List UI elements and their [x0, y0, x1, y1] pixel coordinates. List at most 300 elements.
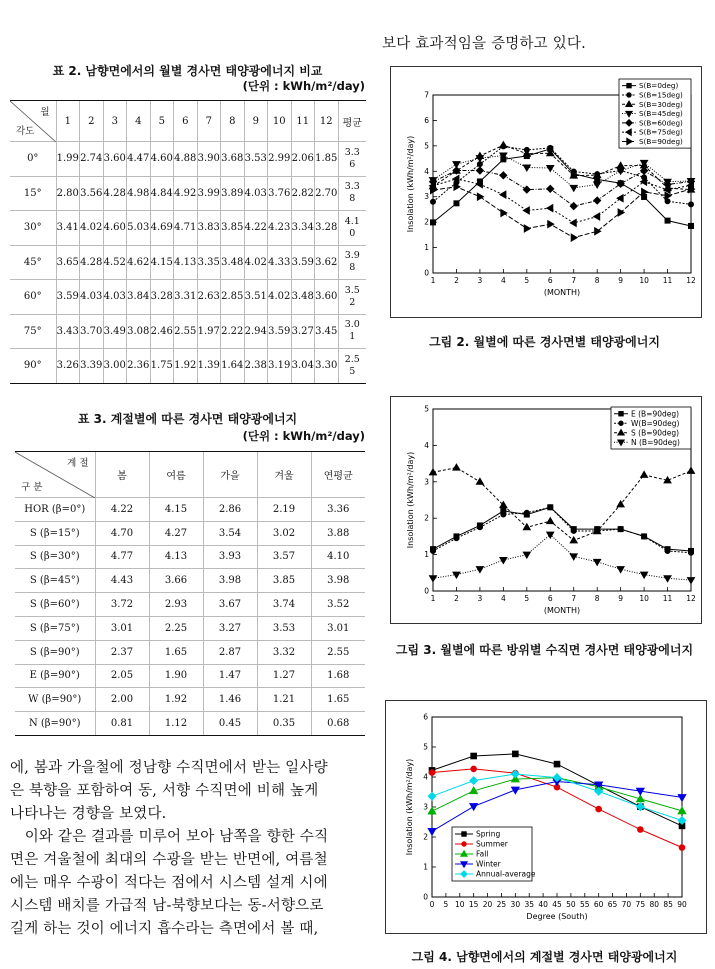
- x-tick-label: 11: [662, 594, 673, 603]
- data-point: [689, 223, 694, 228]
- x-tick-label: 3: [477, 594, 483, 603]
- text-line: 에, 봄과 가을철에 정남향 수직면에서 받는 일사량: [10, 760, 328, 776]
- data-point: [428, 792, 436, 800]
- table2-value-cell: 4.92: [174, 176, 198, 211]
- table2-avg-line2: 1: [349, 331, 356, 343]
- table-row: [10, 349, 366, 384]
- table2-value-cell: 2.70: [315, 176, 339, 211]
- figure4-chart: [386, 701, 706, 933]
- table3-label-cell: S (β=75°): [15, 616, 95, 640]
- table2-value-cell: 4.03: [103, 280, 127, 315]
- table2: [10, 100, 366, 384]
- x-tick-label: 4: [500, 594, 506, 603]
- table3-value-cell: 3.57: [257, 545, 311, 569]
- table3-label-cell: HOR (β=0°): [15, 498, 95, 522]
- table2-avg-cell: [338, 314, 366, 349]
- table2-avg-cell: [338, 245, 366, 280]
- table2-header-angle: 각도: [16, 126, 35, 137]
- table2-month-header: 5: [150, 101, 174, 142]
- table3-value-cell: 2.19: [257, 498, 311, 522]
- y-tick-label: 0: [424, 268, 429, 278]
- table3-value-cell: 4.77: [95, 545, 149, 569]
- data-point: [548, 505, 553, 510]
- table2-month-header: 11: [291, 101, 315, 142]
- x-tick-label: 55: [580, 900, 590, 909]
- data-point: [524, 225, 530, 232]
- data-point: [554, 761, 560, 767]
- legend-label: S(B=15deg): [639, 90, 683, 100]
- table2-avg-line1: 3.0: [344, 319, 360, 331]
- legend-marker: [619, 421, 623, 425]
- x-tick-label: 3: [477, 276, 483, 285]
- text-line: 나타나는 경향을 보였다.: [10, 806, 167, 822]
- table3-value-cell: 3.54: [203, 521, 257, 545]
- x-tick-label: 90: [677, 900, 687, 909]
- legend-marker: [627, 83, 631, 87]
- table2-value-cell: 4.88: [174, 142, 198, 177]
- x-tick-label: 25: [496, 900, 507, 909]
- table3-value-cell: 2.87: [203, 640, 257, 664]
- x-tick-label: 10: [639, 276, 649, 285]
- data-point: [471, 753, 477, 759]
- table2-avg-line2: 0: [349, 227, 356, 239]
- y-tick-label: 5: [424, 404, 429, 414]
- table2-value-cell: 4.60: [150, 142, 174, 177]
- figure2-box: [390, 66, 702, 318]
- table2-value-cell: 4.13: [174, 245, 198, 280]
- table2-value-cell: 4.52: [103, 245, 127, 280]
- legend-label: Annual-average: [476, 869, 536, 879]
- figure4-box: [385, 700, 707, 934]
- data-point: [547, 532, 554, 538]
- table3-label-cell: S (β=60°): [15, 593, 95, 617]
- table3-value-cell: 3.52: [311, 593, 365, 617]
- legend-entry: [622, 128, 683, 137]
- legend-label: Spring: [476, 829, 501, 839]
- data-point: [501, 209, 507, 216]
- text-line: 면은 겨울철에 최대의 수광을 받는 반면에, 여름철: [10, 852, 328, 868]
- table2-avg-cell: [338, 142, 366, 177]
- x-tick-label: 15: [468, 900, 479, 909]
- table3-value-cell: 1.46: [203, 688, 257, 712]
- table2-value-cell: 2.22: [221, 314, 245, 349]
- x-tick-label: 45: [552, 900, 562, 909]
- table3-label-cell: S (β=15°): [15, 521, 95, 545]
- table3-value-cell: 1.90: [149, 664, 203, 688]
- table3-value-cell: 2.00: [95, 688, 149, 712]
- table3-value-cell: 1.12: [149, 712, 203, 736]
- table2-angle-cell: 60°: [10, 280, 56, 315]
- y-tick-label: 3: [423, 802, 428, 812]
- data-point: [500, 172, 507, 179]
- table2-value-cell: 3.48: [221, 245, 245, 280]
- table2-value-cell: 3.70: [80, 314, 104, 349]
- data-point: [476, 167, 483, 174]
- table3-column-header: 연평균: [311, 452, 365, 498]
- series-line: [433, 156, 691, 188]
- legend-marker: [462, 832, 466, 836]
- data-point: [454, 536, 459, 541]
- table3-label-cell: N (β=90°): [15, 712, 95, 736]
- table3-value-cell: 3.01: [95, 616, 149, 640]
- table2-value-cell: 3.60: [315, 280, 339, 315]
- text-line: 길게 하는 것이 에너지 흡수라는 측면에서 볼 때,: [10, 921, 319, 937]
- x-tick-label: 10: [455, 900, 465, 909]
- table2-avg-line2: 8: [349, 193, 356, 205]
- figure3-caption: 그림 3. 월별에 따른 방위별 수직면 경사면 태양광에너지: [395, 643, 694, 657]
- table2-avg-line1: 4.1: [344, 215, 360, 227]
- table2-value-cell: 2.74: [80, 142, 104, 177]
- table2-value-cell: 4.62: [127, 245, 151, 280]
- x-tick-label: 60: [593, 900, 604, 909]
- table3-unit: (단위 : kWh/m²/day): [242, 429, 365, 443]
- table3-label-cell: S (β=30°): [15, 545, 95, 569]
- table-row: [10, 211, 366, 246]
- table2-value-cell: 4.15: [150, 245, 174, 280]
- table3-value-cell: 3.88: [311, 521, 365, 545]
- table3-value-cell: 0.45: [203, 712, 257, 736]
- data-point: [523, 186, 530, 193]
- table-row: [10, 176, 366, 211]
- table2-value-cell: 3.08: [127, 314, 151, 349]
- table2-value-cell: 3.28: [315, 211, 339, 246]
- x-tick-label: 11: [662, 276, 673, 285]
- table-row: [15, 498, 365, 522]
- table2-value-cell: 5.03: [127, 211, 151, 246]
- data-point: [453, 464, 460, 470]
- table2-value-cell: 4.22: [244, 211, 268, 246]
- table2-value-cell: 1.99: [56, 142, 80, 177]
- table2-month-header: 1: [56, 101, 80, 142]
- x-tick-label: 35: [524, 900, 534, 909]
- data-point: [429, 770, 435, 776]
- legend-label: Fall: [476, 849, 489, 859]
- data-point: [548, 221, 554, 228]
- data-point: [501, 512, 506, 517]
- table3: [15, 451, 365, 736]
- data-point: [471, 766, 477, 772]
- table2-month-header: 6: [174, 101, 198, 142]
- y-tick-label: 6: [424, 115, 429, 125]
- table2-unit: (단위 : kWh/m²/day): [242, 79, 365, 93]
- table3-label-cell: W (β=90°): [15, 688, 95, 712]
- table3-value-cell: 0.68: [311, 712, 365, 736]
- data-point: [431, 220, 436, 225]
- table2-value-cell: 2.99: [268, 142, 292, 177]
- table2-value-cell: 3.90: [197, 142, 221, 177]
- table2-value-cell: 3.65: [56, 245, 80, 280]
- table2-value-cell: 3.27: [291, 314, 315, 349]
- legend-marker: [627, 93, 631, 97]
- table3-column-header: 가을: [203, 452, 257, 498]
- table2-value-cell: 4.23: [268, 211, 292, 246]
- legend-label: E (B=90deg): [631, 409, 680, 419]
- x-tick-label: 12: [686, 276, 696, 285]
- table3-value-cell: 4.15: [149, 498, 203, 522]
- data-point: [500, 142, 507, 148]
- data-point: [664, 576, 671, 582]
- table-row: [15, 664, 365, 688]
- x-tick-label: 2: [454, 276, 459, 285]
- data-point: [453, 572, 460, 578]
- data-point: [470, 777, 478, 785]
- y-tick-label: 6: [423, 712, 428, 722]
- legend-marker: [462, 842, 466, 846]
- table3-value-cell: 1.92: [149, 688, 203, 712]
- legend-label: W(B=90deg): [631, 418, 680, 428]
- legend-label: S(B=45deg): [639, 109, 683, 119]
- table2-value-cell: 4.02: [268, 280, 292, 315]
- table2-value-cell: 2.94: [244, 314, 268, 349]
- y-axis-label: Insolation (kWh/m²/day): [406, 135, 415, 233]
- figure3-chart: [391, 397, 701, 623]
- x-tick-label: 5: [524, 594, 530, 603]
- table2-avg-cell: [338, 280, 366, 315]
- table3-value-cell: 1.27: [257, 664, 311, 688]
- y-tick-label: 4: [424, 440, 429, 450]
- table2-avg-cell: [338, 176, 366, 211]
- top-right-text: 보다 효과적임을 증명하고 있다.: [382, 36, 586, 52]
- table2-value-cell: 2.38: [244, 349, 268, 384]
- table2-avg-header: 평균: [338, 101, 366, 142]
- data-point: [665, 199, 670, 204]
- table2-month-header: 2: [80, 101, 104, 142]
- x-tick-label: 6: [547, 276, 553, 285]
- table2-month-header: 9: [244, 101, 268, 142]
- table3-value-cell: 4.70: [95, 521, 149, 545]
- legend-label: N (B=90deg): [631, 437, 680, 447]
- x-tick-label: 9: [618, 594, 624, 603]
- table2-caption: 표 2. 남향면에서의 월별 경사면 태양광에너지 비교: [52, 64, 323, 78]
- x-tick-label: 50: [566, 900, 576, 909]
- data-point: [428, 807, 436, 814]
- table2-avg-line2: 2: [349, 296, 356, 308]
- table3-header-season: 계 절: [67, 458, 89, 469]
- data-point: [523, 207, 529, 214]
- data-point: [523, 552, 530, 558]
- table3-value-cell: 3.98: [311, 569, 365, 593]
- table2-value-cell: 4.02: [80, 211, 104, 246]
- series-0: [431, 505, 694, 554]
- y-tick-label: 2: [424, 217, 429, 227]
- data-point: [524, 510, 529, 515]
- table2-value-cell: 4.03: [244, 176, 268, 211]
- x-tick-label: 6: [547, 594, 553, 603]
- data-point: [547, 518, 554, 524]
- text-line: 이와 같은 결과를 미루어 보아 남쪽을 향한 수직: [10, 829, 329, 845]
- table3-column-header: 봄: [95, 452, 149, 498]
- table2-value-cell: 3.62: [315, 245, 339, 280]
- table3-value-cell: 1.65: [311, 688, 365, 712]
- table2-value-cell: 2.36: [127, 349, 151, 384]
- table2-value-cell: 3.49: [103, 314, 127, 349]
- table2-value-cell: 4.98: [127, 176, 151, 211]
- table3-corner-cell: [15, 452, 95, 498]
- table2-angle-cell: 30°: [10, 211, 56, 246]
- table2-value-cell: 3.84: [127, 280, 151, 315]
- x-tick-label: 1: [430, 594, 436, 603]
- table3-value-cell: 3.32: [257, 640, 311, 664]
- table2-avg-line1: 3.3: [344, 181, 360, 193]
- table3-column-header: 여름: [149, 452, 203, 498]
- legend-label: Summer: [476, 839, 508, 849]
- table3-value-cell: 4.10: [311, 545, 365, 569]
- data-point: [431, 548, 436, 553]
- data-point: [570, 203, 577, 210]
- table3-value-cell: 3.67: [203, 593, 257, 617]
- data-point: [689, 202, 694, 207]
- table3-value-cell: 2.55: [311, 640, 365, 664]
- series-line: [433, 149, 691, 226]
- x-tick-label: 8: [594, 276, 600, 285]
- y-tick-label: 0: [423, 892, 428, 902]
- data-point: [470, 804, 478, 811]
- x-axis-label: Degree (South): [526, 912, 588, 921]
- table3-value-cell: 4.13: [149, 545, 203, 569]
- data-point: [638, 827, 644, 833]
- table3-value-cell: 1.65: [149, 640, 203, 664]
- data-point: [430, 576, 437, 582]
- table3-value-cell: 1.47: [203, 664, 257, 688]
- data-point: [500, 191, 506, 198]
- table3-value-cell: 3.02: [257, 521, 311, 545]
- table-row: [15, 545, 365, 569]
- table2-avg-line1: 3.3: [344, 146, 360, 158]
- y-tick-label: 1: [424, 243, 429, 253]
- table-row: [15, 521, 365, 545]
- table3-value-cell: 1.68: [311, 664, 365, 688]
- x-tick-label: 10: [639, 594, 649, 603]
- table2-value-cell: 3.41: [56, 211, 80, 246]
- data-point: [571, 528, 576, 533]
- table2-month-header: 12: [315, 101, 339, 142]
- data-point: [642, 534, 647, 539]
- x-tick-label: 80: [649, 900, 659, 909]
- series-5: [430, 175, 694, 226]
- x-tick-label: 5: [443, 900, 449, 909]
- table2-value-cell: 2.55: [174, 314, 198, 349]
- series-line: [433, 507, 691, 551]
- data-point: [618, 527, 623, 532]
- table2-avg-line1: 3.9: [344, 250, 360, 262]
- table2-value-cell: 3.60: [103, 142, 127, 177]
- table2-value-cell: 3.76: [268, 176, 292, 211]
- x-tick-label: 30: [510, 900, 521, 909]
- data-point: [513, 751, 519, 757]
- table3-value-cell: 3.66: [149, 569, 203, 593]
- table2-value-cell: 3.00: [103, 349, 127, 384]
- x-tick-label: 12: [686, 594, 696, 603]
- legend-label: S(B=90deg): [639, 136, 683, 146]
- table2-value-cell: 4.33: [268, 245, 292, 280]
- y-axis-label: Insolation (kWh/m²/day): [405, 758, 414, 856]
- legend-label: S(B=60deg): [639, 118, 683, 128]
- table2-value-cell: 2.06: [291, 142, 315, 177]
- table3-value-cell: 3.85: [257, 569, 311, 593]
- table2-value-cell: 2.46: [150, 314, 174, 349]
- data-point: [570, 554, 577, 560]
- data-point: [594, 197, 601, 204]
- table2-value-cell: 2.63: [197, 280, 221, 315]
- data-point: [476, 478, 483, 484]
- table-row: [15, 593, 365, 617]
- paragraph-2: [10, 826, 370, 941]
- table3-value-cell: 2.05: [95, 664, 149, 688]
- data-point: [665, 218, 670, 223]
- data-point: [688, 467, 695, 473]
- y-tick-label: 3: [424, 477, 429, 487]
- y-tick-label: 4: [423, 772, 428, 782]
- table2-value-cell: 1.39: [197, 349, 221, 384]
- series-line: [433, 187, 691, 238]
- x-tick-label: 2: [454, 594, 459, 603]
- table2-value-cell: 3.31: [174, 280, 198, 315]
- x-tick-label: 85: [663, 900, 673, 909]
- table2-value-cell: 3.51: [244, 280, 268, 315]
- table2-value-cell: 3.34: [291, 211, 315, 246]
- series-line: [433, 171, 691, 207]
- table2-value-cell: 4.60: [103, 211, 127, 246]
- table2-value-cell: 3.19: [268, 349, 292, 384]
- table2-value-cell: 3.89: [221, 176, 245, 211]
- table2-month-header: 4: [127, 101, 151, 142]
- figure2-chart: [391, 67, 701, 317]
- data-point: [571, 234, 577, 241]
- table3-value-cell: 3.93: [203, 545, 257, 569]
- legend-marker: [619, 412, 623, 416]
- legend-label: S (B=90deg): [631, 428, 680, 438]
- paragraph-1: [10, 757, 370, 826]
- table3-label-cell: S (β=90°): [15, 640, 95, 664]
- table-row: [15, 712, 365, 736]
- table2-value-cell: 4.69: [150, 211, 174, 246]
- data-point: [594, 213, 600, 220]
- series-3: [430, 532, 695, 584]
- table2-value-cell: 4.28: [103, 176, 127, 211]
- table2-month-header: 3: [103, 101, 127, 142]
- table2-value-cell: 3.68: [221, 142, 245, 177]
- text-line: 시스템 배치를 가급적 남-북향보다는 동-서향으로: [10, 898, 324, 914]
- legend-label: S(B=30deg): [639, 99, 683, 109]
- table2-value-cell: 3.30: [315, 349, 339, 384]
- table3-value-cell: 3.01: [311, 616, 365, 640]
- table2-value-cell: 3.85: [221, 211, 245, 246]
- data-point: [665, 548, 670, 553]
- table2-angle-cell: 45°: [10, 245, 56, 280]
- y-tick-label: 5: [423, 742, 428, 752]
- table2-value-cell: 1.97: [197, 314, 221, 349]
- table2-value-cell: 1.92: [174, 349, 198, 384]
- table3-label-cell: S (β=45°): [15, 569, 95, 593]
- x-tick-label: 4: [500, 276, 506, 285]
- table-row: [15, 569, 365, 593]
- table-row: [10, 280, 366, 315]
- table2-avg-cell: [338, 211, 366, 246]
- data-point: [512, 787, 520, 794]
- x-axis-label: (MONTH): [543, 288, 581, 297]
- table2-value-cell: 4.03: [80, 280, 104, 315]
- series-2: [430, 464, 695, 543]
- table2-value-cell: 4.71: [174, 211, 198, 246]
- table2-header-month: 월: [40, 107, 50, 118]
- table3-column-header: 겨울: [257, 452, 311, 498]
- x-tick-label: 75: [635, 900, 646, 909]
- data-point: [678, 795, 686, 802]
- data-point: [617, 162, 624, 168]
- data-point: [617, 567, 624, 573]
- table2-value-cell: 1.85: [315, 142, 339, 177]
- table2-avg-line2: 6: [349, 158, 356, 170]
